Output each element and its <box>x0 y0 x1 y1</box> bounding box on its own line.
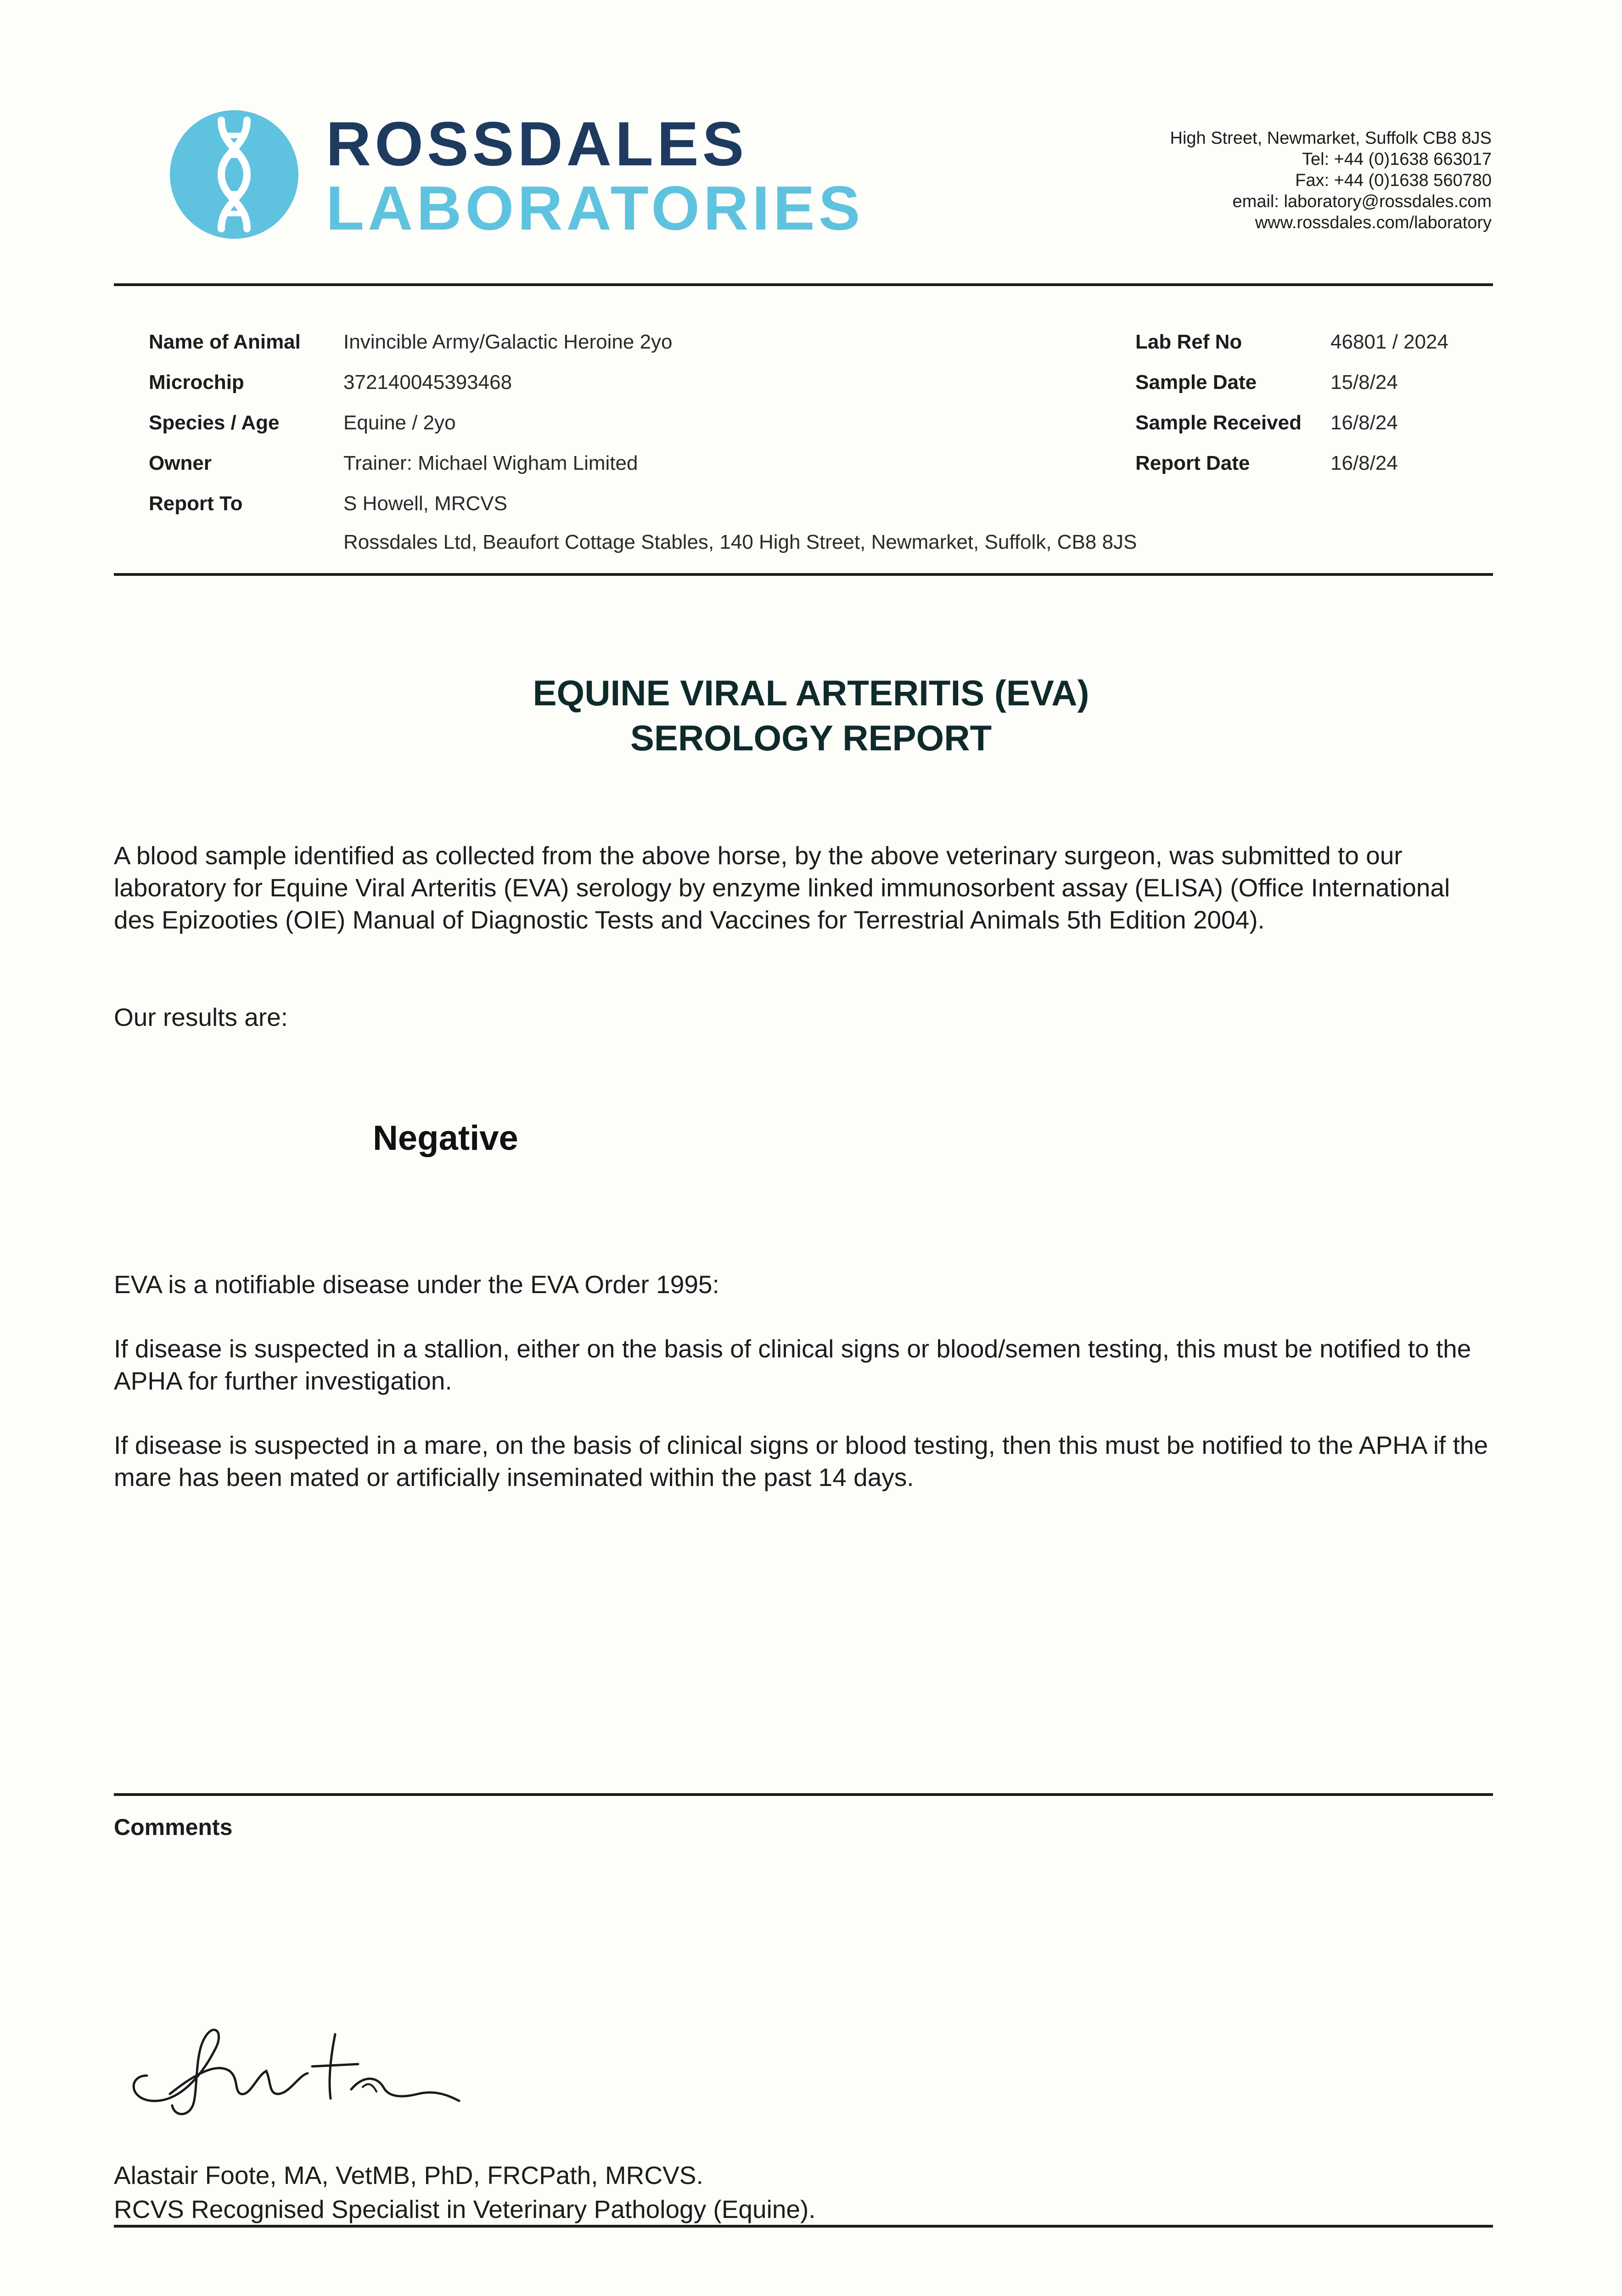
report-title-line1: EQUINE VIRAL ARTERITIS (EVA) <box>533 673 1089 713</box>
report-to-value: S Howell, MRCVS <box>343 492 507 515</box>
signature <box>119 2007 477 2126</box>
name-of-animal-value: Invincible Army/Galactic Heroine 2yo <box>343 331 673 353</box>
species-age-label: Species / Age <box>149 411 280 434</box>
report-date-label: Report Date <box>1135 452 1250 474</box>
lab-ref-label: Lab Ref No <box>1135 331 1242 353</box>
website-line: www.rossdales.com/laboratory <box>1255 213 1492 232</box>
address-line: High Street, Newmarket, Suffolk CB8 8JS <box>1170 129 1492 148</box>
signatory <box>114 2158 816 2226</box>
report-date-value: 16/8/24 <box>1330 452 1398 474</box>
intro-paragraph: A blood sample identified as collected from the above horse, by the above veterinary surgeon, was submitted to our laboratory for Equine Viral Arteritis (EVA) serology by enzyme linked immunosorbent assay (ELISA) (Office International des Epizooties (OIE) Manual of Diagnostic Tests and Vaccines for Terrestrial Animals 5th Edition 2004). <box>114 841 1450 934</box>
microchip-value: 372140045393468 <box>343 371 512 394</box>
sample-date-label: Sample Date <box>1135 371 1257 394</box>
stallion-note: If disease is suspected in a stallion, either on the basis of clinical signs or blood/semen testing, this must be notified to the APHA for further investigation. <box>114 1334 1471 1395</box>
header-divider <box>114 283 1493 286</box>
phone-line: Tel: +44 (0)1638 663017 <box>1302 150 1492 169</box>
notifiable-statement: EVA is a notifiable disease under the EVA Order 1995: <box>114 1270 719 1299</box>
species-age-value: Equine / 2yo <box>343 411 456 434</box>
brand-name-line2: LABORATORIES <box>326 173 864 243</box>
comments-divider <box>114 1793 1493 1796</box>
email-line: email: laboratory@rossdales.com <box>1232 192 1492 211</box>
report-to-label: Report To <box>149 492 243 515</box>
lab-address <box>1170 128 1492 233</box>
brand-name-line1: ROSSDALES <box>326 109 748 179</box>
sample-date-value: 15/8/24 <box>1330 371 1398 394</box>
mare-note: If disease is suspected in a mare, on the basis of clinical signs or blood testing, then this must be notified to the APHA if the mare has been mated or artificially inseminated within the past 14 days. <box>114 1431 1488 1491</box>
footer-divider <box>114 2225 1493 2228</box>
dna-helix-icon <box>170 110 298 239</box>
microchip-label: Microchip <box>149 371 244 394</box>
signatory-name: Alastair Foote, MA, VetMB, PhD, FRCPath, MRCVS. <box>114 2161 703 2189</box>
fax-line: Fax: +44 (0)1638 560780 <box>1295 171 1492 190</box>
results-lead: Our results are: <box>114 1003 288 1031</box>
name-of-animal-label: Name of Animal <box>149 331 301 353</box>
report-to-address: Rossdales Ltd, Beaufort Cottage Stables, 140 High Street, Newmarket, Suffolk, CB8 8JS <box>343 531 1137 553</box>
comments-label: Comments <box>114 1814 233 1840</box>
sample-received-label: Sample Received <box>1135 411 1302 434</box>
test-result: Negative <box>373 1119 518 1158</box>
info-divider <box>114 573 1493 576</box>
owner-label: Owner <box>149 452 212 474</box>
signatory-title: RCVS Recognised Specialist in Veterinary Pathology (Equine). <box>114 2195 816 2223</box>
sample-received-value: 16/8/24 <box>1330 411 1398 434</box>
report-title <box>0 670 1622 760</box>
report-title-line2: SEROLOGY REPORT <box>630 718 992 758</box>
lab-ref-value: 46801 / 2024 <box>1330 331 1448 353</box>
owner-value: Trainer: Michael Wigham Limited <box>343 452 638 474</box>
